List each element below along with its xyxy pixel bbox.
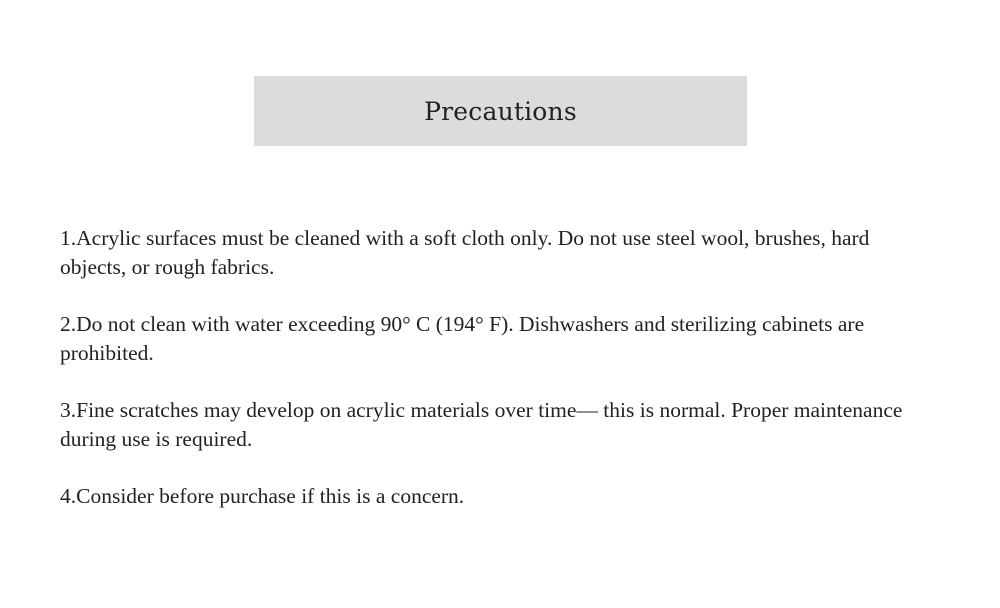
page-title: Precautions (424, 96, 577, 126)
list-item: 4.Consider before purchase if this is a concern. (60, 484, 465, 508)
precautions-list (60, 224, 940, 539)
title-banner (254, 76, 747, 146)
list-item: 2.Do not clean with water exceeding 90° C (194° F). Dishwashers and sterilizing cabinets are prohibited. (60, 312, 865, 365)
list-item: 1.Acrylic surfaces must be cleaned with a soft cloth only. Do not use steel wool, brushes, hard objects, or rough fabrics. (60, 226, 870, 279)
list-item: 3.Fine scratches may develop on acrylic materials over time— this is normal. Proper maintenance during use is required. (60, 398, 903, 451)
